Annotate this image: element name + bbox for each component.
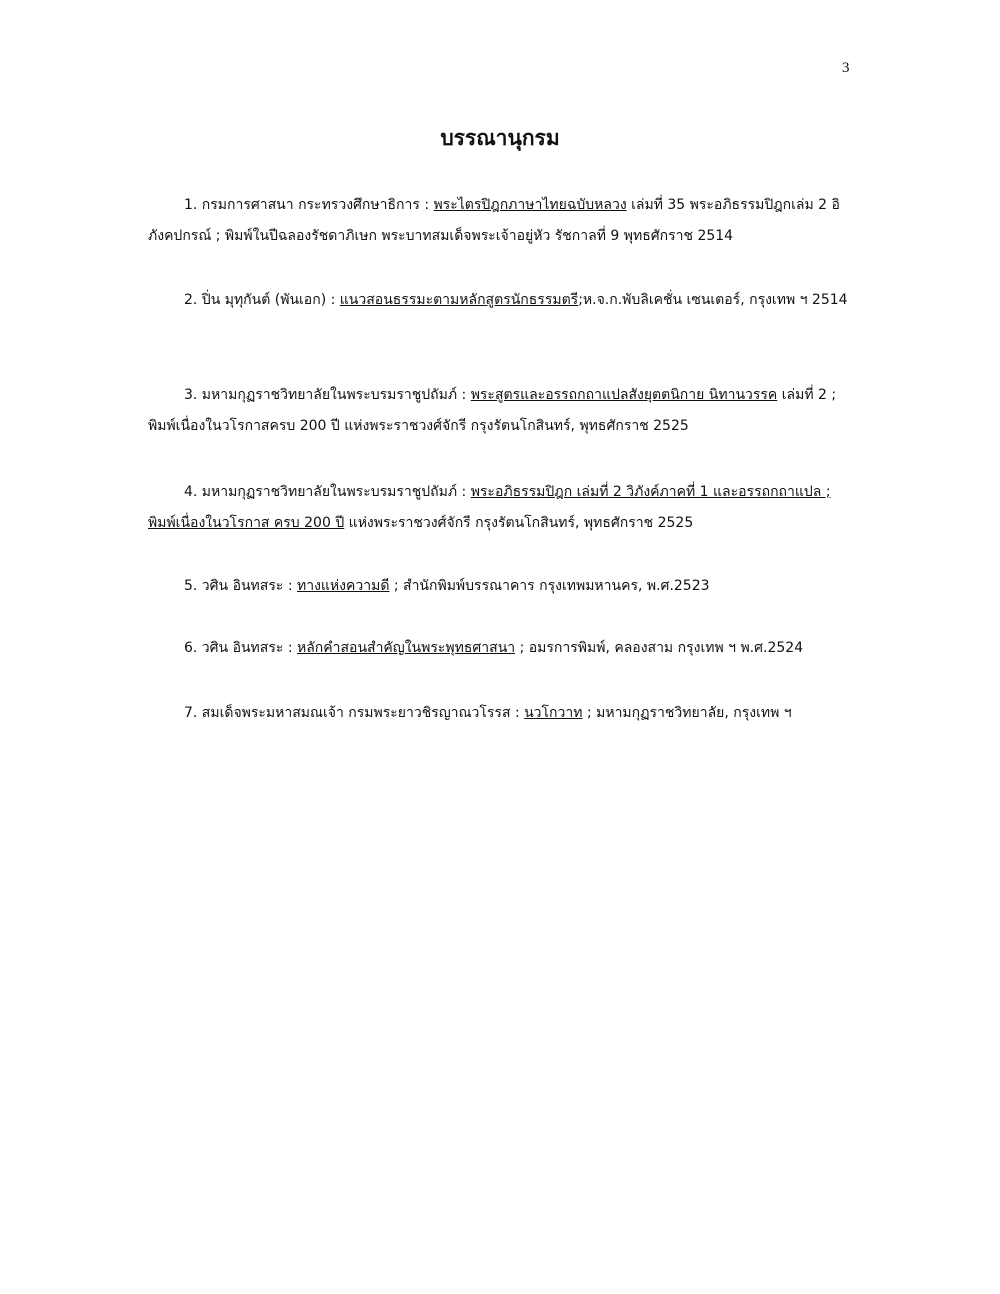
entry-book-title: พระไตรปิฎกภาษาไทยฉบับหลวง [433,197,627,213]
entry-details: ;ห.จ.ก.พับลิเคชั่น เซนเตอร์, กรุงเทพ ฯ 2514 [578,292,848,308]
entry-details: ; สำนักพิมพ์บรรณาคาร กรุงเทพมหานคร, พ.ศ.2523 [389,578,710,594]
entry-details: ; อมรการพิมพ์, คลองสาม กรุงเทพ ฯ พ.ศ.2524 [515,640,804,656]
bibliography-entry-4 [148,477,860,539]
entry-author: 1. กรมการศาสนา กระทรวงศึกษาธิการ : [184,197,434,213]
entry-author: 2. ปิ่น มุทุกันต์ (พันเอก) : [184,292,340,308]
entry-book-title: หลักคำสอนสำคัญในพระพุทธศาสนา [296,640,516,656]
entry-details: แห่งพระราชวงศ์จักรี กรุงรัตนโกสินทร์, พุทธศักราช 2525 [344,515,694,531]
entry-details: เล่มที่ 35 พระอภิธรรมปิฎกเล่ม 2 อิภังคปกรณ์ ; พิมพ์ในปีฉลองรัชดาภิเษก พระบาทสมเด็จพระเจ้าอยู่หัว รัชกาลที่ 9 พุทธศักราช 2514 [148,197,840,244]
bibliography-entry-2 [148,285,860,316]
entry-book-title: นวโกวาท [524,705,583,721]
entry-author: 4. มหามกุฏราชวิทยาลัยในพระบรมราชูปถัมภ์ : [184,484,471,500]
entry-book-title: ทางแห่งความดี [296,578,390,594]
entry-author: 7. สมเด็จพระมหาสมณเจ้า กรมพระยาวชิรญาณวโรรส : [184,705,525,721]
entry-book-title: แนวสอนธรรมะตามหลักสูตรนักธรรมตรี [339,292,579,308]
bibliography-entry-1 [148,190,860,252]
entry-details: เล่มที่ 2 ; พิมพ์เนื่องในวโรกาสครบ 200 ปี แห่งพระราชวงศ์จักรี กรุงรัตนโกสินทร์, พุทธศักราช 2525 [148,387,837,434]
entry-book-title: พระอภิธรรมปิฎก เล่มที่ 2 วิภังค์ภาคที่ 1 และอรรถกถาแปล ; พิมพ์เนื่องในวโรกาส ครบ 200 ปี [148,484,831,531]
bibliography-entry-3 [148,380,860,442]
entry-author: 3. มหามกุฏราชวิทยาลัยในพระบรมราชูปถัมภ์ : [184,387,471,403]
entry-author: 6. วศิน อินทสระ : [184,640,297,656]
entry-details: ; มหามกุฏราชวิทยาลัย, กรุงเทพ ฯ [582,705,792,721]
entry-book-title: พระสูตรและอรรถกถาแปลสังยุตตนิกาย นิทานวรรค [470,387,778,403]
page-number: 3 [842,60,850,76]
bibliography-entry-5 [148,571,860,602]
entry-author: 5. วศิน อินทสระ : [184,578,297,594]
bibliography-entry-6 [148,633,860,664]
bibliography-entry-7 [148,698,860,729]
page-title: บรรณานุกรม [440,126,560,150]
